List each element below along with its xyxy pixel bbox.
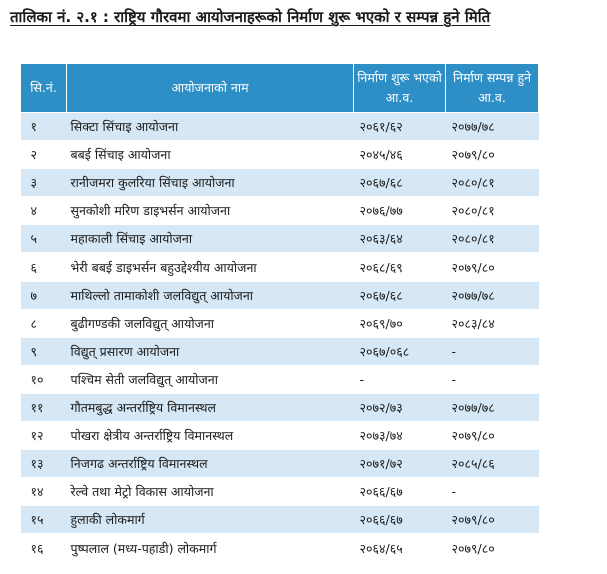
completion-year-cell: २०७९/८० xyxy=(446,141,539,169)
completion-year-cell: २०७७/७८ xyxy=(446,281,539,309)
project-name-cell: हुलाकी लोकमार्ग xyxy=(67,506,354,534)
project-name-cell: पोखरा क्षेत्रीय अन्तर्राष्ट्रिय विमानस्थल xyxy=(67,422,354,450)
table-row xyxy=(21,506,539,534)
table-row xyxy=(21,197,539,225)
start-year-cell: २०६७/६८ xyxy=(354,169,446,197)
project-name-cell: गौतमबुद्ध अन्तर्राष्ट्रिय विमानस्थल xyxy=(67,393,354,421)
start-year-cell: २०६७/०६८ xyxy=(354,337,446,365)
start-year-cell: २०६६/६७ xyxy=(354,478,446,506)
completion-year-cell: - xyxy=(446,478,539,506)
serial-number-cell: १४ xyxy=(21,478,67,506)
project-name-cell: पश्चिम सेती जलविद्युत् आयोजना xyxy=(67,365,354,393)
serial-number-cell: १२ xyxy=(21,422,67,450)
start-year-cell: २०७३/७४ xyxy=(354,422,446,450)
completion-year-cell: - xyxy=(446,365,539,393)
completion-year-cell: २०७९/८० xyxy=(446,506,539,534)
table-row xyxy=(21,169,539,197)
header-construction-completion: निर्माण सम्पन्न हुने आ.व. xyxy=(446,64,539,113)
serial-number-cell: ५ xyxy=(21,225,67,253)
project-name-cell: भेरी बबई डाइभर्सन बहुउद्देश्यीय आयोजना xyxy=(67,253,354,281)
start-year-cell: २०६४/६५ xyxy=(354,534,446,562)
completion-year-cell: २०७७/७८ xyxy=(446,113,539,141)
completion-year-cell: २०७९/८० xyxy=(446,422,539,450)
start-year-cell: २०४५/४६ xyxy=(354,141,446,169)
start-year-cell: २०६१/६२ xyxy=(354,113,446,141)
table-row xyxy=(21,534,539,562)
table-row xyxy=(21,225,539,253)
table-row xyxy=(21,450,539,478)
table-row xyxy=(21,253,539,281)
project-name-cell: बबई सिंचाइ आयोजना xyxy=(67,141,354,169)
completion-year-cell: २०८०/८१ xyxy=(446,169,539,197)
project-name-cell: पुष्पलाल (मध्य-पहाडी) लोकमार्ग xyxy=(67,534,354,562)
serial-number-cell: ११ xyxy=(21,393,67,421)
serial-number-cell: ७ xyxy=(21,281,67,309)
start-year-cell: २०६३/६४ xyxy=(354,225,446,253)
start-year-cell: २०७२/७३ xyxy=(354,393,446,421)
project-name-cell: महाकाली सिंचाइ आयोजना xyxy=(67,225,354,253)
completion-year-cell: २०७९/८० xyxy=(446,253,539,281)
table-row xyxy=(21,422,539,450)
start-year-cell: २०७१/७२ xyxy=(354,450,446,478)
project-name-cell: रानीजमरा कुलरिया सिंचाइ आयोजना xyxy=(67,169,354,197)
header-serial-number: सि.नं. xyxy=(21,64,67,113)
completion-year-cell: २०८३/८४ xyxy=(446,309,539,337)
table-row xyxy=(21,281,539,309)
table-header-row xyxy=(21,64,539,113)
serial-number-cell: ९ xyxy=(21,337,67,365)
table-row xyxy=(21,365,539,393)
serial-number-cell: ६ xyxy=(21,253,67,281)
project-name-cell: बुढीगण्डकी जलविद्युत् आयोजना xyxy=(67,309,354,337)
serial-number-cell: २ xyxy=(21,141,67,169)
serial-number-cell: ८ xyxy=(21,309,67,337)
serial-number-cell: १ xyxy=(21,113,67,141)
serial-number-cell: १६ xyxy=(21,534,67,562)
table-title xyxy=(10,4,570,31)
start-year-cell: २०६८/६९ xyxy=(354,253,446,281)
completion-year-cell: २०८५/८६ xyxy=(446,450,539,478)
serial-number-cell: ४ xyxy=(21,197,67,225)
start-year-cell: - xyxy=(354,365,446,393)
project-name-cell: माथिल्लो तामाकोशी जलविद्युत् आयोजना xyxy=(67,281,354,309)
start-year-cell: २०६६/६७ xyxy=(354,506,446,534)
start-year-cell: २०६७/६८ xyxy=(354,281,446,309)
serial-number-cell: १० xyxy=(21,365,67,393)
completion-year-cell: २०७९/८० xyxy=(446,534,539,562)
table-row xyxy=(21,337,539,365)
start-year-cell: २०६९/७० xyxy=(354,309,446,337)
completion-year-cell: २०८०/८१ xyxy=(446,225,539,253)
table-row xyxy=(21,309,539,337)
project-name-cell: निजगढ अन्तर्राष्ट्रिय विमानस्थल xyxy=(67,450,354,478)
header-construction-start: निर्माण शुरू भएको आ.व. xyxy=(354,64,446,113)
table-row xyxy=(21,141,539,169)
serial-number-cell: ३ xyxy=(21,169,67,197)
project-name-cell: सुनकोशी मरिण डाइभर्सन आयोजना xyxy=(67,197,354,225)
completion-year-cell: २०७७/७८ xyxy=(446,393,539,421)
serial-number-cell: १३ xyxy=(21,450,67,478)
header-project-name: आयोजनाको नाम xyxy=(67,64,354,113)
project-name-cell: विद्युत् प्रसारण आयोजना xyxy=(67,337,354,365)
table-title-text: तालिका नं. २.१ : राष्ट्रिय गौरवमा आयोजनाहरूको निर्माण शुरू भएको र सम्पन्न हुने मिति xyxy=(10,8,491,26)
table-row xyxy=(21,113,539,141)
start-year-cell: २०७६/७७ xyxy=(354,197,446,225)
table-body xyxy=(21,113,539,563)
completion-year-cell: - xyxy=(446,337,539,365)
project-name-cell: रेल्वे तथा मेट्रो विकास आयोजना xyxy=(67,478,354,506)
project-name-cell: सिक्टा सिंचाइ आयोजना xyxy=(67,113,354,141)
serial-number-cell: १५ xyxy=(21,506,67,534)
table-row xyxy=(21,478,539,506)
table-row xyxy=(21,393,539,421)
projects-table xyxy=(20,63,539,562)
completion-year-cell: २०८०/८१ xyxy=(446,197,539,225)
